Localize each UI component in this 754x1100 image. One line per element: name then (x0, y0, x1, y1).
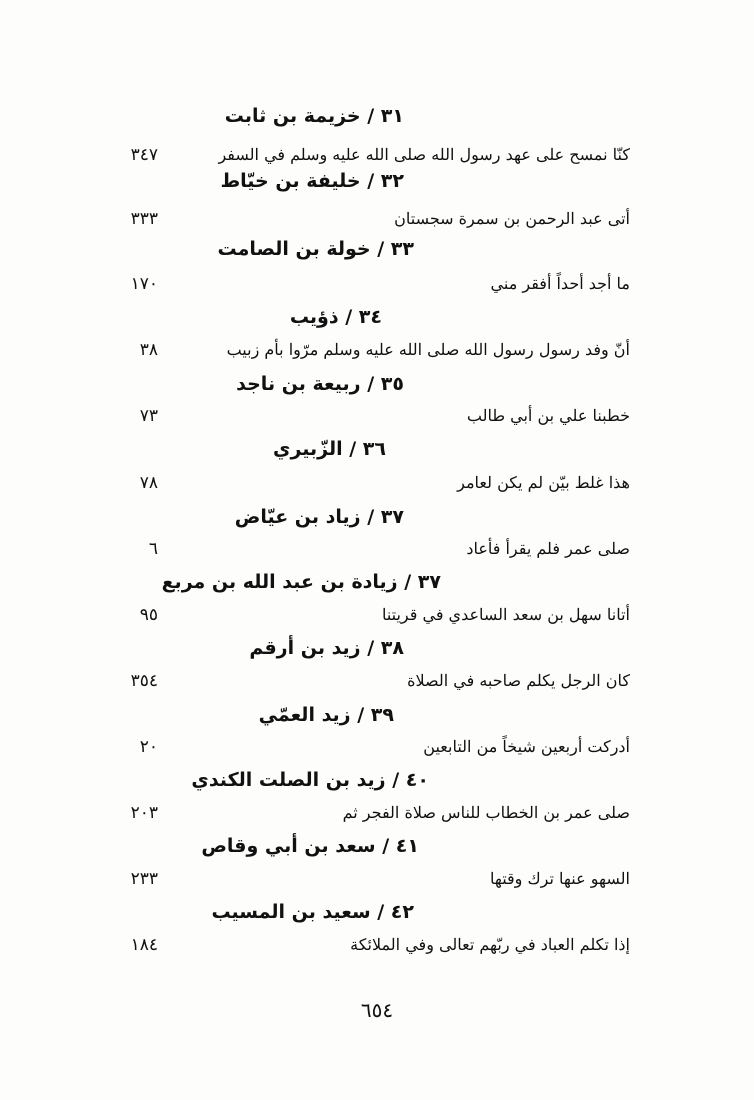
entry-page-number: ١٨٤ (130, 935, 158, 955)
entry-heading: ٤٠ / زيد بن الصلت الكندي (191, 769, 429, 791)
entry-page-number: ٧٨ (139, 473, 158, 493)
entry-text: صلى عمر فلم يقرأ فأعاد (466, 539, 630, 558)
entry-page-number: ٣٣٣ (130, 209, 158, 229)
entry-heading: ٣٦ / الزّبيري (273, 438, 386, 460)
entry-text: السهو عنها ترك وقتها (489, 869, 630, 888)
entry-text: كان الرجل يكلم صاحبه في الصلاة (407, 671, 630, 690)
entry-text: ما أجد أحداً أفقر مني (490, 274, 630, 293)
entry-heading: ٣٧ / زياد بن عيّاض (234, 506, 404, 528)
entry-text: كنّا نمسح على عهد رسول الله صلى الله عليه وسلم في السفر (218, 145, 630, 164)
entry-heading: ٣٣ / خولة بن الصامت (217, 238, 414, 260)
entry-page-number: ٣٥٤ (130, 671, 158, 691)
entry-text: أتانا سهل بن سعد الساعدي في قريتنا (381, 605, 630, 624)
entry-page-number: ٣٤٧ (130, 145, 158, 165)
entry-heading: ٤١ / سعد بن أبي وقاص (201, 835, 419, 857)
entry-text: إذا تكلم العباد في ربّهم تعالى وفي الملائكة (350, 935, 630, 954)
entry-page-number: ٢٠ (139, 737, 158, 757)
entry-heading: ٣٧ / زيادة بن عبد الله بن مربع (161, 571, 441, 593)
entry-page-number: ٩٥ (139, 605, 158, 625)
entry-text: أتى عبد الرحمن بن سمرة سجستان (394, 209, 630, 228)
entry-heading: ٣٥ / ربيعة بن ناجد (236, 373, 404, 395)
entry-page-number: ١٧٠ (130, 274, 158, 294)
entry-heading: ٣٢ / خليفة بن خيّاط (220, 170, 404, 192)
entry-heading: ٣٤ / ذؤيب (289, 306, 382, 328)
entry-heading: ٤٢ / سعيد بن المسيب (211, 901, 414, 923)
entry-page-number: ٢٣٣ (130, 869, 158, 889)
entry-text: أدركت أربعين شيخاً من التابعين (423, 737, 630, 756)
entry-page-number: ٧٣ (139, 406, 158, 426)
entry-text: خطبنا علي بن أبي طالب (466, 406, 630, 425)
entry-heading: ٣٨ / زيد بن أرقم (249, 637, 404, 659)
page-number: ٦٥٤ (360, 998, 394, 1022)
entry-text: أنّ وفد رسول رسول الله صلى الله عليه وسلم مرّوا بأم زبيب (226, 340, 630, 359)
entry-text: هذا غلط بيّن لم يكن لعامر (457, 473, 630, 492)
entry-text: صلى عمر بن الخطاب للناس صلاة الفجر ثم (342, 803, 630, 822)
entry-page-number: ٢٠٣ (130, 803, 158, 823)
entry-page-number: ٦ (148, 539, 158, 559)
entry-page-number: ٣٨ (139, 340, 158, 360)
entry-heading: ٣١ / خزيمة بن ثابت (224, 105, 404, 127)
entry-heading: ٣٩ / زيد العمّي (258, 704, 394, 726)
